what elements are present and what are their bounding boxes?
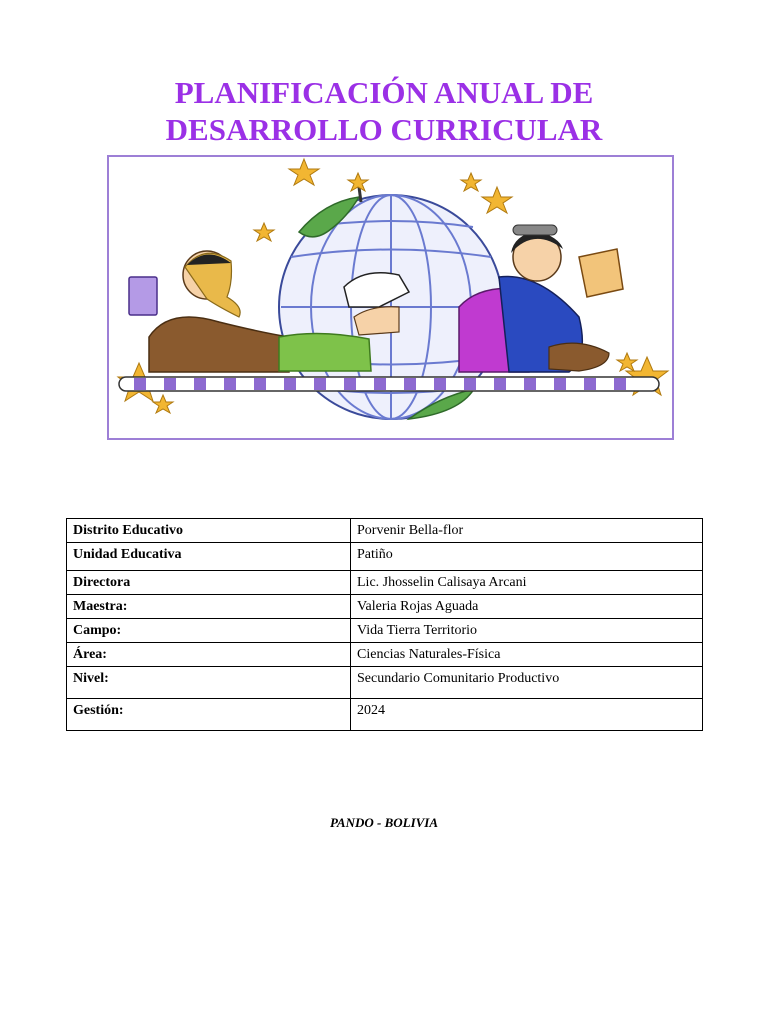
title-line-1: PLANIFICACIÓN ANUAL DE xyxy=(174,75,594,110)
field-label: Área: xyxy=(67,643,351,667)
children-reading-globe-illustration xyxy=(107,155,674,440)
field-value: Porvenir Bella-flor xyxy=(351,519,703,543)
field-value: Ciencias Naturales-Física xyxy=(351,643,703,667)
field-value: 2024 xyxy=(351,699,703,731)
document-title xyxy=(0,74,768,148)
field-value: Valeria Rojas Aguada xyxy=(351,595,703,619)
table-row xyxy=(67,595,703,619)
field-label: Directora xyxy=(67,571,351,595)
table-row xyxy=(67,667,703,699)
field-label: Distrito Educativo xyxy=(67,519,351,543)
school-info-table xyxy=(66,518,703,731)
table-row xyxy=(67,699,703,731)
field-value: Lic. Jhosselin Calisaya Arcani xyxy=(351,571,703,595)
field-value: Secundario Comunitario Productivo xyxy=(351,667,703,699)
table-row xyxy=(67,571,703,595)
field-label: Gestión: xyxy=(67,699,351,731)
title-line-2: DESARROLLO CURRICULAR xyxy=(165,112,603,147)
field-value: Vida Tierra Territorio xyxy=(351,619,703,643)
table-row xyxy=(67,619,703,643)
table-row xyxy=(67,543,703,571)
striped-bar xyxy=(119,377,659,391)
field-label: Campo: xyxy=(67,619,351,643)
location-footer: PANDO - BOLIVIA xyxy=(329,815,439,830)
table-row xyxy=(67,643,703,667)
field-label: Unidad Educativa xyxy=(67,543,351,571)
field-value: Patiño xyxy=(351,543,703,571)
table-row xyxy=(67,519,703,543)
field-label: Nivel: xyxy=(67,667,351,699)
field-label: Maestra: xyxy=(67,595,351,619)
